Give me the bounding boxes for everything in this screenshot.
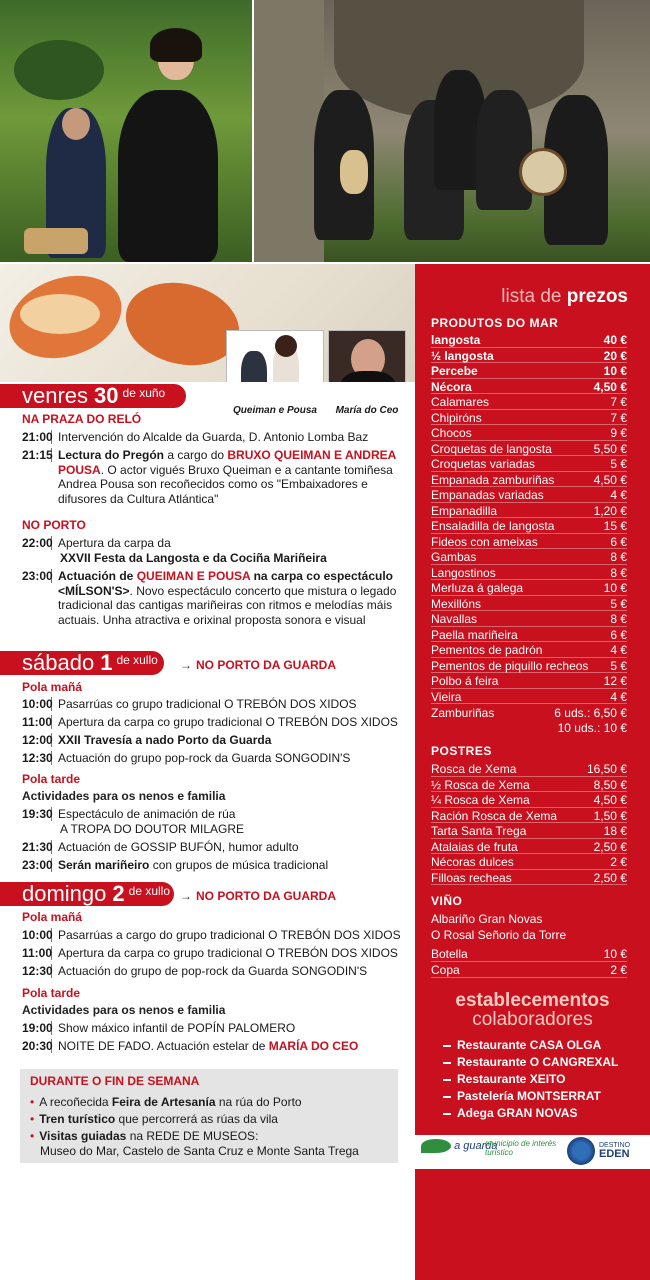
item-price: 5 €: [610, 658, 627, 673]
weekend-item: • Visitas guiadas na REDE DE MUSEOS:: [30, 1129, 259, 1143]
price-row: [431, 855, 627, 871]
collab-item: Adega GRAN NOVAS: [443, 1105, 577, 1122]
weekend-box: [20, 1069, 398, 1163]
item-name: Filloas recheas: [431, 870, 512, 885]
wine-name: O Rosal Señorio da Torre: [431, 928, 567, 942]
event-row: 23:00 Serán mariñeiro con grupos de música tradicional: [22, 858, 329, 872]
price-row: [431, 659, 627, 675]
item-name: Atalaias de fruta: [431, 839, 518, 854]
item-name: Nécoras dulces: [431, 855, 514, 869]
item-name: Empanadas variadas: [431, 488, 544, 502]
event-row: 21:15 Lectura do Pregón a cargo do BRUXO QUEIMAN E ANDREA POUSA. O actor vigués Bruxo Queiman e a cantante tomiñesa Andrea Pousa son recoñecidos como os "Embaixadores e difusores da Cultura Atlántica": [22, 448, 396, 506]
program-column: [0, 382, 415, 1185]
photo-maria-do-ceo: [328, 330, 406, 382]
event-row: 19:30 Espectáculo de animación de rúa A TROPA DO DOUTOR MILAGRE: [22, 807, 245, 836]
price-row: [431, 411, 627, 427]
price-row: [431, 550, 627, 566]
item-price: 2 €: [610, 963, 627, 977]
woman-hair: [150, 28, 202, 62]
price-row: [431, 535, 627, 551]
section-tarde: Pola tarde: [22, 986, 81, 1000]
price-list: [415, 264, 650, 1280]
item-price: 8 €: [610, 612, 627, 626]
price-row: [431, 871, 627, 887]
price-row: [431, 840, 627, 856]
item-name: Chocos: [431, 426, 472, 440]
place-saturday: → NO PORTO DA GUARDA: [180, 658, 337, 672]
item-name: Pementos de piquillo recheos: [431, 658, 589, 673]
item-name: Navallas: [431, 612, 478, 626]
item-price: 18 €: [603, 824, 627, 838]
weekend-title: DURANTE O FIN DE SEMANA: [30, 1074, 200, 1088]
event-row: 23:00 Actuación de QUEIMAN E POUSA na carpa co espectáculo <MÍLSON'S>. Novo espectáculo concerto que mistura o legado tradicional das cantigas mariñeiras con ritmos e melodías máis actuais. Unha atractiva e orixinal proposta sonora e visual: [22, 569, 397, 627]
collab-item: Pastelería MONTSERRAT: [443, 1088, 601, 1105]
day-bar-sunday: domingo 2 de xullo: [0, 882, 174, 906]
price-row: [431, 793, 627, 809]
price-row: [431, 581, 627, 597]
item-name: Pementos de padrón: [431, 643, 543, 657]
item-name: Percebe: [431, 364, 478, 378]
item-price: 10 €: [603, 947, 627, 961]
item-price: 40 €: [603, 333, 627, 347]
logo-municipio: municipio de interés turístico: [485, 1139, 557, 1157]
price-row: [431, 963, 627, 979]
weekend-item-detail: Museo do Mar, Castelo de Santa Cruz e Monte Santa Trega: [40, 1144, 359, 1158]
item-name: Nécora: [431, 379, 472, 394]
price-row: [431, 762, 627, 778]
price-row: Zamburiñas 6 uds.: 6,50 €: [431, 706, 627, 720]
arrow-right-icon: →: [180, 889, 192, 903]
price-row: [431, 566, 627, 582]
price-row: [431, 473, 627, 489]
weekend-item: • Tren turístico que percorrerá as rúas da vila: [30, 1112, 278, 1126]
musician-4: [476, 90, 532, 210]
price-row: [431, 674, 627, 690]
item-price: 1,20 €: [593, 503, 627, 518]
event-row: 11:00 Apertura da carpa co grupo tradicional O TREBÓN DOS XIDOS: [22, 715, 398, 729]
item-name: Ensaladilla de langosta: [431, 519, 555, 533]
item-price: 20 €: [603, 348, 627, 363]
price-row: [431, 488, 627, 504]
collab-subtitle: colaboradores: [472, 1009, 593, 1030]
man-head: [62, 108, 90, 140]
event-row: 21:00 Intervención do Alcalde da Guarda, D. Antonio Lomba Baz: [22, 430, 369, 444]
caption-queiman-pousa: Queiman e Pousa: [233, 405, 317, 416]
item-price: 2,50 €: [593, 870, 627, 885]
item-price: 8 €: [610, 550, 627, 564]
bagpipe-icon: [340, 150, 368, 194]
item-price: 5 €: [610, 457, 627, 471]
item-name: Merluza á galega: [431, 581, 524, 595]
day-bar-friday: venres 30 de xuño: [0, 384, 186, 408]
item-price: 4 €: [610, 488, 627, 502]
item-price: 15 €: [603, 519, 627, 533]
item-name: Vieira: [431, 689, 462, 704]
section-wine: VIÑO: [431, 894, 463, 908]
item-price: 4 €: [610, 689, 627, 704]
price-row: [431, 457, 627, 473]
section-sea: PRODUTOS DO MAR: [431, 316, 559, 330]
item-name: Mexillóns: [431, 596, 482, 611]
item-name: Empanadilla: [431, 503, 498, 518]
price-list-title: lista de prezos: [501, 286, 628, 307]
activities-heading: Actividades para os nenos e familia: [22, 789, 226, 803]
item-name: Empanada zamburiñas: [431, 472, 555, 487]
logos-bar: [415, 1135, 650, 1169]
item-price: 4,50 €: [593, 793, 627, 807]
lobster-meat: [20, 294, 100, 334]
price-row: [431, 395, 627, 411]
activities-heading: Actividades para os nenos e familia: [22, 1003, 226, 1017]
item-name: Tarta Santa Trega: [431, 824, 527, 838]
photo-musicians: [254, 0, 650, 262]
photo-lobster: [0, 264, 415, 382]
item-name: Botella: [431, 947, 468, 961]
price-row: [431, 628, 627, 644]
price-row: [431, 426, 627, 442]
price-row: [431, 333, 627, 349]
event-row: 21:30 Actuación de GOSSIP BUFÓN, humor adulto: [22, 840, 299, 854]
item-name: Croquetas de langosta: [431, 441, 552, 456]
item-price: 7 €: [610, 410, 627, 425]
item-name: Paella mariñeira: [431, 627, 518, 642]
item-price: 5 €: [610, 596, 627, 611]
collab-item: Restaurante O CANGREXAL: [443, 1054, 618, 1071]
photo-speakers: [0, 0, 252, 262]
event-row: 12:30 Actuación do grupo pop-rock da Guarda SONGODIN'S: [22, 751, 351, 765]
price-row: [431, 380, 627, 396]
section-tarde: Pola tarde: [22, 772, 81, 786]
price-row: [431, 612, 627, 628]
arrow-right-icon: →: [180, 658, 192, 672]
item-price: 6 €: [610, 627, 627, 642]
event-row: 10:00 Pasarrúas co grupo tradicional O TREBÓN DOS XIDOS: [22, 697, 357, 711]
item-name: langosta: [431, 333, 481, 347]
wine-name: Albariño Gran Novas: [431, 912, 543, 926]
price-row: [431, 643, 627, 659]
item-name: Langostinos: [431, 565, 496, 580]
item-price: 4,50 €: [593, 472, 627, 487]
item-name: ½ langosta: [431, 348, 494, 363]
section-mana: Pola mañá: [22, 910, 83, 924]
section-praza: NA PRAZA DO RELÓ: [22, 412, 142, 426]
item-name: Rosca de Xema: [431, 762, 517, 776]
item-price: 10 €: [603, 364, 627, 378]
item-price: 4 €: [610, 643, 627, 657]
price-row: [431, 442, 627, 458]
collab-item: Restaurante XEITO: [443, 1071, 565, 1088]
event-row: 11:00 Apertura da carpa co grupo tradicional O TREBÓN DOS XIDOS: [22, 946, 398, 960]
item-price: 2,50 €: [593, 839, 627, 854]
place-sunday: → NO PORTO DA GUARDA: [180, 889, 337, 903]
logo-a-guarda: a guarda: [421, 1139, 498, 1153]
event-row: 19:00 Show máxico infantil de POPÍN PALOMERO: [22, 1021, 296, 1035]
price-row: [431, 364, 627, 380]
item-name: Copa: [431, 963, 460, 977]
price-row: [431, 824, 627, 840]
item-name: Ración Rosca de Xema: [431, 808, 558, 823]
item-price: 2 €: [610, 855, 627, 869]
item-price: 16,50 €: [586, 762, 627, 776]
price-row: [431, 504, 627, 520]
photo-queiman-pousa: [226, 330, 324, 382]
leaf-icon: [421, 1139, 451, 1153]
item-name: Croquetas variadas: [431, 457, 536, 471]
price-row: [431, 349, 627, 365]
section-desserts: POSTRES: [431, 744, 492, 758]
item-price: 9 €: [610, 426, 627, 440]
basket: [24, 228, 88, 254]
price-row: [431, 947, 627, 963]
price-row: 10 uds.: 10 €: [557, 721, 627, 735]
event-row: 12:30 Actuación do grupo de pop-rock da Guarda SONGODIN'S: [22, 964, 368, 978]
item-price: 5,50 €: [593, 441, 627, 456]
drum-icon: [519, 148, 567, 196]
logo-destino-eden: DESTINO EDEN: [599, 1142, 631, 1160]
item-price: 1,50 €: [593, 808, 627, 823]
item-price: 8 €: [610, 565, 627, 580]
item-name: Calamares: [431, 395, 490, 409]
caption-maria-do-ceo: María do Ceo: [335, 405, 399, 416]
globe-icon: [567, 1137, 595, 1165]
item-name: Gambas: [431, 550, 477, 564]
weekend-item: • A recoñecida Feira de Artesanía na rúa do Porto: [30, 1095, 302, 1109]
item-price: 6 €: [610, 534, 627, 549]
item-name: Fideos con ameixas: [431, 534, 538, 549]
collab-title: establecementos: [455, 990, 610, 1011]
item-price: 8,50 €: [593, 777, 627, 792]
tree-shape: [14, 40, 104, 100]
item-price: 12 €: [603, 674, 627, 688]
item-name: Chipiróns: [431, 410, 482, 425]
event-row: 20:30 NOITE DE FADO. Actuación estelar de MARÍA DO CEO: [22, 1039, 359, 1053]
item-price: 10 €: [603, 581, 627, 595]
item-price: 7 €: [610, 395, 627, 409]
section-porto: NO PORTO: [22, 518, 86, 532]
price-row: [431, 690, 627, 706]
section-mana: Pola mañá: [22, 680, 83, 694]
price-row: [431, 597, 627, 613]
price-row: [431, 809, 627, 825]
item-name: ¼ Rosca de Xema: [431, 793, 530, 807]
item-price: 4,50 €: [593, 379, 627, 394]
event-row: 22:00 Apertura da carpa da XXVII Festa da Langosta e da Cociña Mariñeira: [22, 536, 327, 565]
day-bar-saturday: sábado 1 de xullo: [0, 651, 164, 675]
price-row: [431, 519, 627, 535]
price-row: [431, 778, 627, 794]
item-name: ½ Rosca de Xema: [431, 777, 530, 792]
collab-item: Restaurante CASA OLGA: [443, 1037, 601, 1054]
item-name: Polbo á feira: [431, 674, 499, 688]
event-row: 10:00 Pasarrúas a cargo do grupo tradicional O TREBÓN DOS XIDOS: [22, 928, 401, 942]
event-row: 12:00 XXII Travesía a nado Porto da Guarda: [22, 733, 272, 747]
woman-figure: [118, 90, 218, 262]
